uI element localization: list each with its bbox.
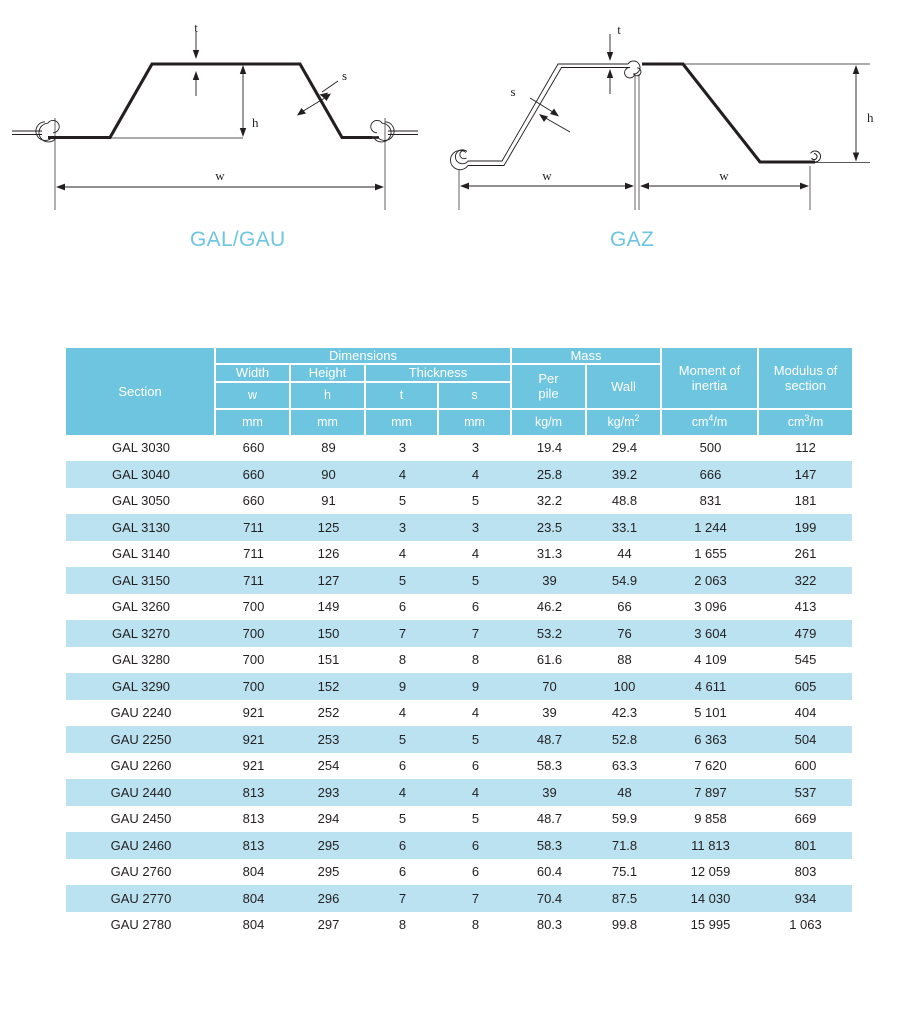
header-symbol-h: h xyxy=(291,383,366,410)
cell-t: 5 xyxy=(366,488,439,515)
cell-per-pile: 39 xyxy=(512,779,587,806)
cell-wall: 52.8 xyxy=(587,726,662,753)
table-row xyxy=(66,859,852,886)
cell-moment: 2 063 xyxy=(662,567,759,594)
gaz-left-section-outline xyxy=(468,64,630,166)
cell-moment: 11 813 xyxy=(662,832,759,859)
table-row xyxy=(66,726,852,753)
cell-t: 4 xyxy=(366,541,439,568)
cell-section: GAU 2260 xyxy=(66,753,216,780)
cell-w: 660 xyxy=(216,488,291,515)
cell-per-pile: 46.2 xyxy=(512,594,587,621)
cell-wall: 71.8 xyxy=(587,832,662,859)
cell-section: GAU 2780 xyxy=(66,912,216,939)
cell-w: 804 xyxy=(216,885,291,912)
header-per-pile xyxy=(512,365,587,409)
gal-label-h: h xyxy=(252,115,259,130)
header-per-pile-line2: pile xyxy=(538,386,559,402)
gaz-right-section-outline xyxy=(642,64,815,162)
header-symbol-t: t xyxy=(366,383,439,410)
gal-label-w: w xyxy=(215,168,225,183)
header-unit-t: mm xyxy=(366,410,439,435)
cell-w: 700 xyxy=(216,647,291,674)
gaz-label-s: s xyxy=(510,84,516,99)
cell-w: 804 xyxy=(216,912,291,939)
cell-t: 5 xyxy=(366,806,439,833)
cell-w: 921 xyxy=(216,700,291,727)
header-wall: Wall xyxy=(587,365,662,409)
table-row xyxy=(66,435,852,462)
cell-h: 151 xyxy=(291,647,366,674)
header-unit-s: mm xyxy=(439,410,512,435)
cell-w: 813 xyxy=(216,832,291,859)
gaz-label-h: h xyxy=(867,110,874,125)
header-unit-modulus-tail: /m xyxy=(809,414,824,429)
table-body xyxy=(66,435,852,939)
cell-wall: 75.1 xyxy=(587,859,662,886)
cell-per-pile: 23.5 xyxy=(512,514,587,541)
cell-modulus: 261 xyxy=(759,541,852,568)
header-per-pile-line1: Per xyxy=(538,371,559,387)
header-height: Height xyxy=(291,365,366,382)
header-unit-moment-base: cm xyxy=(691,414,709,429)
cell-per-pile: 39 xyxy=(512,567,587,594)
cell-section: GAL 3260 xyxy=(66,594,216,621)
cell-wall: 48.8 xyxy=(587,488,662,515)
header-unit-moment-tail: /m xyxy=(713,414,728,429)
cell-modulus: 537 xyxy=(759,779,852,806)
cell-s: 5 xyxy=(439,726,512,753)
cell-s: 4 xyxy=(439,461,512,488)
cell-section: GAU 2450 xyxy=(66,806,216,833)
cell-wall: 66 xyxy=(587,594,662,621)
cell-modulus: 112 xyxy=(759,435,852,462)
cell-w: 711 xyxy=(216,567,291,594)
cell-t: 6 xyxy=(366,832,439,859)
cell-t: 4 xyxy=(366,461,439,488)
cell-s: 6 xyxy=(439,859,512,886)
cell-s: 8 xyxy=(439,912,512,939)
cell-section: GAU 2440 xyxy=(66,779,216,806)
header-unit-moment-exponent: 4 xyxy=(708,412,714,423)
cell-t: 3 xyxy=(366,435,439,462)
cell-modulus: 600 xyxy=(759,753,852,780)
cell-t: 7 xyxy=(366,885,439,912)
cell-w: 711 xyxy=(216,541,291,568)
cell-h: 91 xyxy=(291,488,366,515)
gaz-left-interlock-icon xyxy=(450,150,468,170)
cell-s: 7 xyxy=(439,885,512,912)
header-symbol-s: s xyxy=(439,383,512,410)
table-row xyxy=(66,594,852,621)
header-unit-wall xyxy=(587,410,662,435)
table-row xyxy=(66,541,852,568)
gaz-caption: GAZ xyxy=(610,228,655,251)
cell-h: 90 xyxy=(291,461,366,488)
cell-per-pile: 31.3 xyxy=(512,541,587,568)
gaz-label-t: t xyxy=(617,22,621,37)
cell-wall: 44 xyxy=(587,541,662,568)
cell-s: 7 xyxy=(439,620,512,647)
header-unit-w: mm xyxy=(216,410,291,435)
cell-w: 700 xyxy=(216,620,291,647)
cell-modulus: 504 xyxy=(759,726,852,753)
cell-moment: 831 xyxy=(662,488,759,515)
cell-moment: 500 xyxy=(662,435,759,462)
header-unit-h: mm xyxy=(291,410,366,435)
cell-wall: 39.2 xyxy=(587,461,662,488)
cell-t: 6 xyxy=(366,859,439,886)
header-modulus-of-section-line1: Modulus of xyxy=(773,362,838,378)
cell-s: 3 xyxy=(439,514,512,541)
table-row xyxy=(66,912,852,939)
cell-section: GAL 3150 xyxy=(66,567,216,594)
cell-moment: 14 030 xyxy=(662,885,759,912)
cell-wall: 87.5 xyxy=(587,885,662,912)
cell-t: 3 xyxy=(366,514,439,541)
cell-moment: 7 620 xyxy=(662,753,759,780)
header-width: Width xyxy=(216,365,291,382)
cell-wall: 76 xyxy=(587,620,662,647)
header-symbol-w: w xyxy=(216,383,291,410)
cell-moment: 15 995 xyxy=(662,912,759,939)
cell-moment: 1 655 xyxy=(662,541,759,568)
cell-h: 293 xyxy=(291,779,366,806)
cell-section: GAU 2250 xyxy=(66,726,216,753)
cell-w: 660 xyxy=(216,461,291,488)
cell-section: GAL 3290 xyxy=(66,673,216,700)
table-row xyxy=(66,673,852,700)
gal-label-s: s xyxy=(342,68,348,83)
cell-h: 150 xyxy=(291,620,366,647)
cell-per-pile: 32.2 xyxy=(512,488,587,515)
gaz-right-interlock-icon xyxy=(811,151,821,162)
cell-wall: 48 xyxy=(587,779,662,806)
cell-s: 6 xyxy=(439,832,512,859)
gaz-centre-interlock-icon xyxy=(625,61,641,78)
cell-t: 6 xyxy=(366,753,439,780)
cell-wall: 88 xyxy=(587,647,662,674)
cell-w: 804 xyxy=(216,859,291,886)
gal-gau-section-outline xyxy=(48,64,372,138)
header-modulus-of-section xyxy=(759,348,852,410)
gaz-label-w-right: w xyxy=(719,168,729,183)
cell-per-pile: 25.8 xyxy=(512,461,587,488)
cell-moment: 7 897 xyxy=(662,779,759,806)
cell-h: 295 xyxy=(291,859,366,886)
cell-s: 8 xyxy=(439,647,512,674)
table-row xyxy=(66,488,852,515)
table-row xyxy=(66,700,852,727)
cell-wall: 54.9 xyxy=(587,567,662,594)
table-header xyxy=(66,348,852,435)
cell-modulus: 322 xyxy=(759,567,852,594)
cell-per-pile: 58.3 xyxy=(512,753,587,780)
cell-moment: 1 244 xyxy=(662,514,759,541)
header-row-groups xyxy=(66,348,852,365)
table-row xyxy=(66,779,852,806)
cell-t: 6 xyxy=(366,594,439,621)
cell-h: 253 xyxy=(291,726,366,753)
cell-modulus: 934 xyxy=(759,885,852,912)
cell-wall: 29.4 xyxy=(587,435,662,462)
header-unit-modulus-exponent: 3 xyxy=(804,412,810,423)
cell-s: 4 xyxy=(439,779,512,806)
table-row xyxy=(66,832,852,859)
table-row xyxy=(66,885,852,912)
cell-per-pile: 19.4 xyxy=(512,435,587,462)
cell-h: 254 xyxy=(291,753,366,780)
cell-s: 4 xyxy=(439,541,512,568)
cell-s: 6 xyxy=(439,753,512,780)
table-row xyxy=(66,514,852,541)
cell-modulus: 803 xyxy=(759,859,852,886)
cell-section: GAL 3040 xyxy=(66,461,216,488)
cell-wall: 33.1 xyxy=(587,514,662,541)
cell-moment: 3 604 xyxy=(662,620,759,647)
cell-wall: 99.8 xyxy=(587,912,662,939)
cell-section: GAL 3050 xyxy=(66,488,216,515)
table-row xyxy=(66,647,852,674)
cell-s: 5 xyxy=(439,806,512,833)
cell-s: 9 xyxy=(439,673,512,700)
gal-label-t: t xyxy=(194,20,198,35)
table-row xyxy=(66,806,852,833)
cell-h: 127 xyxy=(291,567,366,594)
cell-modulus: 545 xyxy=(759,647,852,674)
cell-per-pile: 60.4 xyxy=(512,859,587,886)
cell-modulus: 199 xyxy=(759,514,852,541)
cell-s: 5 xyxy=(439,567,512,594)
cell-section: GAU 2460 xyxy=(66,832,216,859)
header-group-mass: Mass xyxy=(512,348,662,365)
cell-t: 4 xyxy=(366,779,439,806)
cell-t: 4 xyxy=(366,700,439,727)
cell-moment: 12 059 xyxy=(662,859,759,886)
cell-per-pile: 58.3 xyxy=(512,832,587,859)
cell-moment: 3 096 xyxy=(662,594,759,621)
cell-t: 5 xyxy=(366,726,439,753)
cell-modulus: 605 xyxy=(759,673,852,700)
header-group-dimensions: Dimensions xyxy=(216,348,512,365)
cell-per-pile: 39 xyxy=(512,700,587,727)
cell-t: 7 xyxy=(366,620,439,647)
cell-per-pile: 48.7 xyxy=(512,726,587,753)
cell-per-pile: 53.2 xyxy=(512,620,587,647)
cell-per-pile: 70.4 xyxy=(512,885,587,912)
cell-w: 921 xyxy=(216,726,291,753)
cell-modulus: 479 xyxy=(759,620,852,647)
cell-h: 294 xyxy=(291,806,366,833)
cell-t: 5 xyxy=(366,567,439,594)
cell-wall: 100 xyxy=(587,673,662,700)
table-row xyxy=(66,620,852,647)
cell-t: 8 xyxy=(366,647,439,674)
cell-h: 126 xyxy=(291,541,366,568)
cell-section: GAL 3140 xyxy=(66,541,216,568)
cell-moment: 6 363 xyxy=(662,726,759,753)
cell-h: 296 xyxy=(291,885,366,912)
cell-moment: 666 xyxy=(662,461,759,488)
cell-h: 297 xyxy=(291,912,366,939)
cell-modulus: 801 xyxy=(759,832,852,859)
cell-w: 700 xyxy=(216,594,291,621)
table-row xyxy=(66,753,852,780)
cell-wall: 59.9 xyxy=(587,806,662,833)
gal-gau-profile-diagram xyxy=(0,10,430,225)
cell-w: 921 xyxy=(216,753,291,780)
cell-s: 5 xyxy=(439,488,512,515)
sheet-pile-specification-table xyxy=(66,348,852,938)
cell-s: 4 xyxy=(439,700,512,727)
header-moment-of-inertia xyxy=(662,348,759,410)
gaz-label-w-left: w xyxy=(542,168,552,183)
header-unit-modulus-base: cm xyxy=(787,414,805,429)
cell-t: 9 xyxy=(366,673,439,700)
cell-modulus: 669 xyxy=(759,806,852,833)
cell-w: 711 xyxy=(216,514,291,541)
cell-h: 252 xyxy=(291,700,366,727)
cell-s: 3 xyxy=(439,435,512,462)
cell-section: GAL 3030 xyxy=(66,435,216,462)
cell-moment: 9 858 xyxy=(662,806,759,833)
header-unit-wall-exponent: 2 xyxy=(634,412,640,423)
cell-moment: 5 101 xyxy=(662,700,759,727)
cell-w: 700 xyxy=(216,673,291,700)
cell-h: 125 xyxy=(291,514,366,541)
cell-section: GAL 3280 xyxy=(66,647,216,674)
cell-section: GAL 3270 xyxy=(66,620,216,647)
cell-per-pile: 70 xyxy=(512,673,587,700)
header-unit-moment xyxy=(662,410,759,435)
cell-section: GAU 2240 xyxy=(66,700,216,727)
cell-t: 8 xyxy=(366,912,439,939)
cell-per-pile: 80.3 xyxy=(512,912,587,939)
cell-modulus: 181 xyxy=(759,488,852,515)
cell-h: 152 xyxy=(291,673,366,700)
cell-h: 149 xyxy=(291,594,366,621)
cell-modulus: 147 xyxy=(759,461,852,488)
header-unit-modulus xyxy=(759,410,852,435)
gal-gau-caption: GAL/GAU xyxy=(190,228,286,251)
header-unit-wall-base: kg/m xyxy=(607,414,635,429)
cell-section: GAU 2770 xyxy=(66,885,216,912)
cell-per-pile: 48.7 xyxy=(512,806,587,833)
header-moment-of-inertia-line1: Moment of xyxy=(678,362,741,378)
header-modulus-of-section-line2: section xyxy=(784,377,827,393)
cell-per-pile: 61.6 xyxy=(512,647,587,674)
cell-w: 813 xyxy=(216,806,291,833)
cell-moment: 4 611 xyxy=(662,673,759,700)
table-row xyxy=(66,567,852,594)
cell-modulus: 404 xyxy=(759,700,852,727)
cell-h: 295 xyxy=(291,832,366,859)
header-unit-per-pile: kg/m xyxy=(512,410,587,435)
table-row xyxy=(66,461,852,488)
header-thickness: Thickness xyxy=(366,365,512,382)
header-section: Section xyxy=(66,348,216,435)
diagram-panel xyxy=(0,0,913,270)
gaz-profile-diagram xyxy=(430,10,913,225)
cell-moment: 4 109 xyxy=(662,647,759,674)
cell-wall: 42.3 xyxy=(587,700,662,727)
cell-h: 89 xyxy=(291,435,366,462)
cell-w: 813 xyxy=(216,779,291,806)
cell-modulus: 1 063 xyxy=(759,912,852,939)
cell-wall: 63.3 xyxy=(587,753,662,780)
cell-modulus: 413 xyxy=(759,594,852,621)
cell-section: GAL 3130 xyxy=(66,514,216,541)
cell-s: 6 xyxy=(439,594,512,621)
header-moment-of-inertia-line2: inertia xyxy=(691,377,728,393)
cell-section: GAU 2760 xyxy=(66,859,216,886)
cell-w: 660 xyxy=(216,435,291,462)
